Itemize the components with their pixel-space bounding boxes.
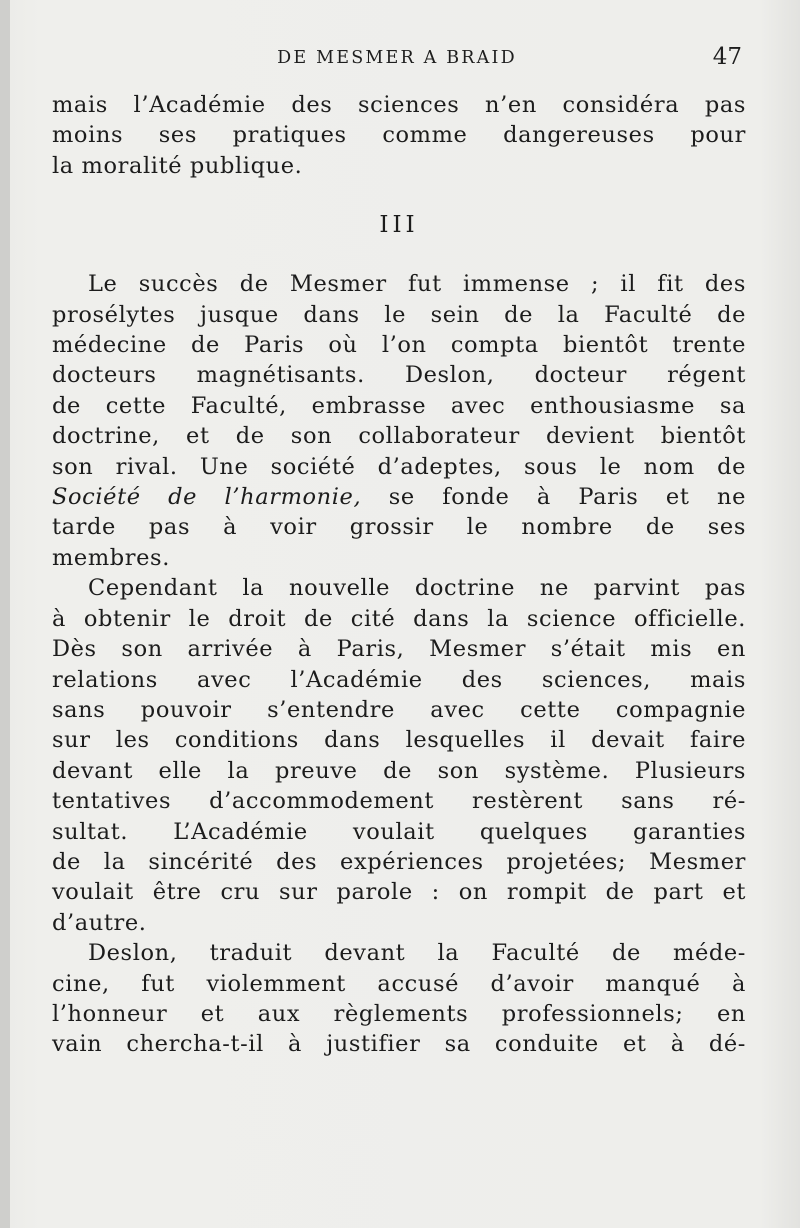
- text-line: de la sincérité des expériences projetées; Mesmer: [52, 848, 746, 875]
- text-line: Cependant la nouvelle doctrine ne parvint pas: [88, 575, 746, 602]
- text-line: sans pouvoir s’entendre avec cette compagnie: [52, 696, 746, 723]
- text-line: de cette Faculté, embrasse avec enthousiasme sa: [52, 392, 746, 419]
- text-line: Le succès de Mesmer fut immense ; il fit des: [88, 271, 746, 298]
- text-line: l’honneur et aux règlements professionnels; en: [52, 1000, 746, 1027]
- text-line: membres.: [52, 544, 170, 571]
- text-line: mais l’Académie des sciences n’en considéra pas: [52, 92, 746, 118]
- paragraph: [52, 573, 746, 938]
- text-line: d’autre.: [52, 909, 147, 936]
- page-header: [52, 46, 742, 76]
- italic-society-name: Société de l’harmonie,: [52, 484, 362, 511]
- text-line: Dès son arrivée à Paris, Mesmer s’était mis en: [52, 636, 746, 663]
- page-body: [52, 90, 746, 1060]
- text-line: la moralité publique.: [52, 152, 303, 179]
- section-heading: III: [379, 212, 419, 239]
- text-line: doctrine, et de son collaborateur devient bientôt: [52, 423, 746, 450]
- paragraph-continuation: [52, 90, 746, 181]
- text-line: son rival. Une société d’adeptes, sous le nom de: [52, 453, 746, 480]
- text-fragment: se fonde à Paris et ne: [361, 484, 746, 511]
- text-line: cine, fut violemment accusé d’avoir manqué à: [52, 970, 746, 997]
- page-number: 47: [712, 44, 742, 70]
- text-line: Deslon, traduit devant la Faculté de méde-: [88, 940, 746, 967]
- text-line: relations avec l’Académie des sciences, mais: [52, 666, 746, 693]
- text-line: voulait être cru sur parole : on rompit de part et: [52, 879, 746, 906]
- text-line: docteurs magnétisants. Deslon, docteur régent: [52, 362, 746, 389]
- text-line: devant elle la preuve de son système. Plusieurs: [52, 757, 746, 784]
- text-line: sur les conditions dans lesquelles il devait faire: [52, 727, 746, 754]
- text-line-with-italic: [52, 482, 746, 512]
- text-line: tentatives d’accommodement restèrent sans ré-: [52, 788, 746, 815]
- text-line: moins ses pratiques comme dangereuses pour: [52, 122, 746, 149]
- running-head: DE MESMER A BRAID: [277, 48, 517, 68]
- text-line: médecine de Paris où l’on compta bientôt trente: [52, 332, 746, 359]
- text-line: à obtenir le droit de cité dans la science officielle.: [52, 605, 746, 632]
- text-line: sultat. L’Académie voulait quelques garanties: [52, 818, 746, 845]
- text-line: vain chercha-t-il à justifier sa conduite et à dé-: [52, 1031, 746, 1058]
- paragraph: [52, 269, 746, 573]
- text-line: prosélytes jusque dans le sein de la Faculté de: [52, 301, 746, 328]
- text-line: tarde pas à voir grossir le nombre de ses: [52, 514, 746, 541]
- paragraph: [52, 938, 746, 1060]
- page-gutter-edge: [0, 0, 10, 1228]
